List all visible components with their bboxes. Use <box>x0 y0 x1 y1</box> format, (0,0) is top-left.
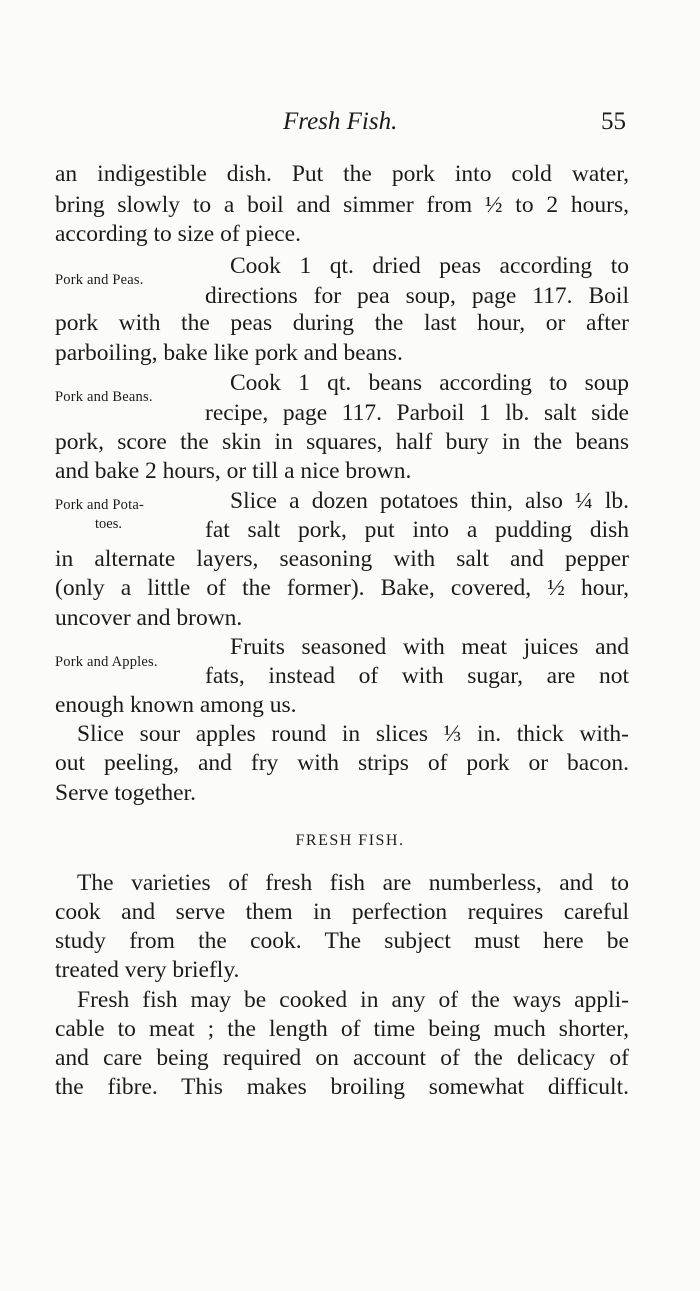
text-line: Cook 1 qt. beans according to soup <box>230 370 629 396</box>
side-heading-pork-and-beans: Pork and Beans. <box>55 389 153 405</box>
text-line: Fruits seasoned with meat juices and <box>230 634 629 660</box>
text-line: Fresh fish may be cooked in any of the ways appli- <box>77 987 629 1013</box>
text-line: treated very briefly. <box>55 957 240 983</box>
text-line: fat salt pork, put into a pudding dish <box>205 517 629 543</box>
page-number: 55 <box>601 108 626 135</box>
text-line: enough known among us. <box>55 692 297 718</box>
text-line: and bake 2 hours, or till a nice brown. <box>55 458 412 484</box>
text-line: and care being required on account of the delicacy of <box>55 1045 629 1071</box>
text-line: in alternate layers, seasoning with salt and pepper <box>55 546 629 572</box>
text-line: pork, score the skin in squares, half bury in the beans <box>55 429 629 455</box>
text-line: an indigestible dish. Put the pork into cold water, <box>55 161 629 187</box>
running-title: Fresh Fish. <box>283 108 398 135</box>
side-heading-pork-and-apples: Pork and Apples. <box>55 654 158 670</box>
text-line: parboiling, bake like pork and beans. <box>55 340 403 366</box>
text-line: cable to meat ; the length of time being much shorter, <box>55 1016 629 1042</box>
side-heading-pork-and-potatoes-cont: toes. <box>95 516 122 532</box>
text-line: according to size of piece. <box>55 221 301 247</box>
text-line: (only a little of the former). Bake, covered, ½ hour, <box>55 575 629 601</box>
text-line: the fibre. This makes broiling somewhat difficult. <box>55 1074 629 1100</box>
text-line: out peeling, and fry with strips of pork or bacon. <box>55 750 629 776</box>
text-line: directions for pea soup, page 117. Boil <box>205 283 629 309</box>
running-header <box>0 108 700 148</box>
text-line: Slice a dozen potatoes thin, also ¼ lb. <box>230 488 629 514</box>
text-line: fats, instead of with sugar, are not <box>205 663 629 689</box>
side-heading-pork-and-peas: Pork and Peas. <box>55 272 144 288</box>
text-line: recipe, page 117. Parboil 1 lb. salt side <box>205 400 629 426</box>
text-line: study from the cook. The subject must here be <box>55 928 629 954</box>
text-line: bring slowly to a boil and simmer from ½ to 2 hours, <box>55 192 629 218</box>
text-line: uncover and brown. <box>55 605 243 631</box>
text-line: cook and serve them in perfection requires careful <box>55 899 629 925</box>
section-heading: FRESH FISH. <box>295 832 405 849</box>
text-line: Slice sour apples round in slices ⅓ in. thick with- <box>77 721 629 747</box>
text-line: Cook 1 qt. dried peas according to <box>230 253 629 279</box>
text-line: pork with the peas during the last hour, or after <box>55 310 629 336</box>
text-line: Serve together. <box>55 780 196 806</box>
side-heading-pork-and-potatoes: Pork and Pota- <box>55 497 144 513</box>
text-line: The varieties of fresh fish are numberless, and to <box>77 870 629 896</box>
